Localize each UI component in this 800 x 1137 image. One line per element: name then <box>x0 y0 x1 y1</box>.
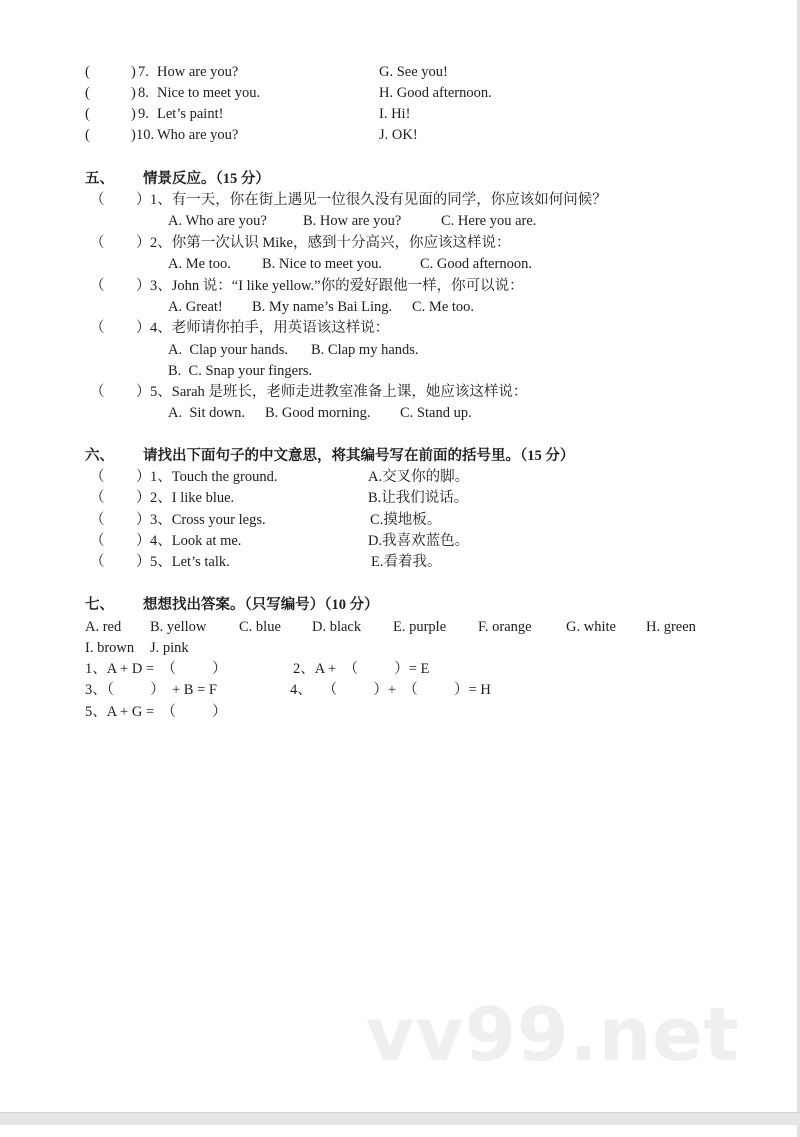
question-number: 8. <box>138 85 149 101</box>
option-c: C. Good afternoon. <box>420 256 532 272</box>
chinese-meaning: E.看着我。 <box>371 554 442 570</box>
answer-paren-close: ) <box>131 127 136 143</box>
answer-paren-open[interactable]: （ <box>90 490 105 506</box>
question-number: 9. <box>138 106 149 122</box>
answer-paren-open[interactable]: （ <box>90 512 105 528</box>
answer-paren-close: ) <box>131 85 136 101</box>
answer-paren-open[interactable]: （ <box>90 235 105 251</box>
question-prompt: 3、John 说：“I like yellow.”你的爱好跟他一样，你可以说： <box>150 278 524 294</box>
answer-paren-close: ) <box>131 64 136 80</box>
question-text: Nice to meet you. <box>157 85 261 101</box>
question-text: Let’s paint! <box>157 106 224 122</box>
section-number: 六、 <box>85 448 114 464</box>
english-sentence: 5、Let’s talk. <box>150 554 230 570</box>
answer-paren-open[interactable]: （ <box>90 320 105 336</box>
color-option: J. pink <box>150 640 189 656</box>
color-option: A. red <box>85 619 122 635</box>
question-text: Who are you? <box>157 127 239 143</box>
english-sentence: 1、Touch the ground. <box>150 469 278 485</box>
color-option: E. purple <box>393 619 447 635</box>
color-option: H. green <box>646 619 696 635</box>
color-option: C. blue <box>239 619 281 635</box>
section-title: 情景反应。（15 分） <box>143 171 270 187</box>
answer-paren-close: ） <box>136 235 151 251</box>
answer-paren-open[interactable]: （ <box>90 192 105 208</box>
option-c: C. Here you are. <box>441 213 537 229</box>
color-option: B. yellow <box>150 619 207 635</box>
answer-paren-open[interactable]: （ <box>90 384 105 400</box>
english-sentence: 4、Look at me. <box>150 533 242 549</box>
english-sentence: 3、Cross your legs. <box>150 512 266 528</box>
question-number: 7. <box>138 64 149 80</box>
equation[interactable]: 1、A + D = （ ） <box>85 661 227 677</box>
answer-paren-close: ） <box>136 533 151 549</box>
equation[interactable]: 3、（ ） + B = F <box>85 682 217 698</box>
equation[interactable]: 2、A + （ ）= E <box>293 661 430 677</box>
answer-paren-close: ） <box>136 554 151 570</box>
option-b: B. Nice to meet you. <box>262 256 383 272</box>
answer-paren-open[interactable]: （ <box>90 554 105 570</box>
answer-paren-close: ） <box>136 320 151 336</box>
answer-paren-close: ） <box>136 384 151 400</box>
answer-paren-close: ） <box>136 192 151 208</box>
option-a: A. Clap your hands. <box>168 342 289 358</box>
answer-paren-close: ） <box>136 278 151 294</box>
section-number: 五、 <box>85 171 114 187</box>
question-prompt: 1、有一天，你在街上遇见一位很久没有见面的同学，你应该如何问候？ <box>150 192 607 208</box>
answer-paren-close: ) <box>131 106 136 122</box>
option-c: C. Stand up. <box>400 405 472 421</box>
page-separator <box>0 1112 800 1126</box>
chinese-meaning: B.让我们说话。 <box>368 490 469 506</box>
section-number: 七、 <box>85 597 114 613</box>
chinese-meaning: D.我喜欢蓝色。 <box>368 533 470 549</box>
answer-paren-close: ） <box>136 469 151 485</box>
english-sentence: 2、I like blue. <box>150 490 235 506</box>
answer-paren-open[interactable]: ( <box>85 106 90 122</box>
option-b: B. Clap my hands. <box>311 342 419 358</box>
option-a: A. Who are you? <box>168 213 267 229</box>
color-option: G. white <box>566 619 616 635</box>
option-c: B. C. Snap your fingers. <box>168 363 313 379</box>
answer-paren-open[interactable]: ( <box>85 64 90 80</box>
color-option: D. black <box>312 619 362 635</box>
option-a: A. Me too. <box>168 256 231 272</box>
question-text: How are you? <box>157 64 239 80</box>
answer-paren-open[interactable]: ( <box>85 85 90 101</box>
option-a: A. Great! <box>168 299 223 315</box>
answer-paren-open[interactable]: （ <box>90 469 105 485</box>
option-b: B. My name’s Bai Ling. <box>252 299 393 315</box>
answer-option: I. Hi! <box>379 106 411 122</box>
option-b: B. How are you? <box>303 213 402 229</box>
color-option: F. orange <box>478 619 532 635</box>
question-number: 10. <box>136 127 155 143</box>
option-a: A. Sit down. <box>168 405 245 421</box>
answer-paren-open[interactable]: （ <box>90 278 105 294</box>
question-prompt: 2、你第一次认识 Mike，感到十分高兴，你应该这样说： <box>150 235 511 251</box>
section-title: 想想找出答案。（只写编号）（10 分） <box>143 597 379 613</box>
answer-option: G. See you! <box>379 64 448 80</box>
question-prompt: 4、老师请你拍手，用英语该这样说： <box>150 320 390 336</box>
answer-paren-close: ） <box>136 512 151 528</box>
answer-paren-open[interactable]: （ <box>90 533 105 549</box>
chinese-meaning: C.摸地板。 <box>370 512 442 528</box>
question-prompt: 5、Sarah 是班长，老师走进教室准备上课，她应该这样说： <box>150 384 528 400</box>
section-title: 请找出下面句子的中文意思，将其编号写在前面的括号里。（15 分） <box>143 448 575 464</box>
answer-option: J. OK! <box>379 127 418 143</box>
option-b: B. Good morning. <box>265 405 371 421</box>
next-page <box>0 1125 800 1137</box>
equation[interactable]: 4、 （ ）+ （ ）= H <box>290 682 491 698</box>
chinese-meaning: A.交叉你的脚。 <box>368 469 470 485</box>
answer-paren-close: ） <box>136 490 151 506</box>
option-c: C. Me too. <box>412 299 475 315</box>
color-option: I. brown <box>85 640 135 656</box>
watermark: vv99.net <box>366 992 740 1078</box>
equation[interactable]: 5、A + G = （ ） <box>85 704 227 720</box>
answer-option: H. Good afternoon. <box>379 85 492 101</box>
answer-paren-open[interactable]: ( <box>85 127 90 143</box>
